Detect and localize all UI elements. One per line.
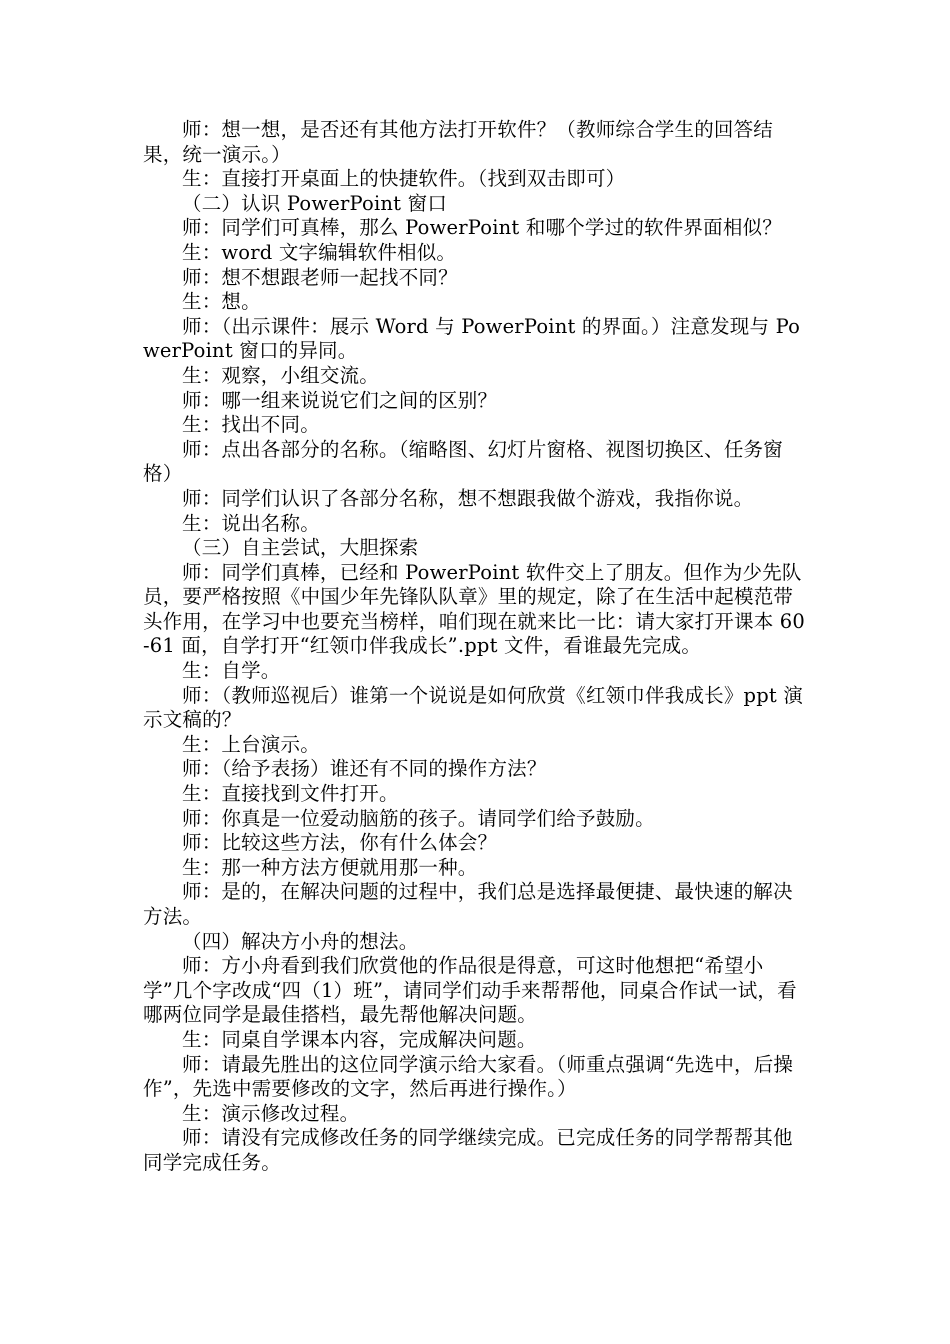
section-heading: （二）认识 PowerPoint 窗口 <box>182 191 448 215</box>
paragraph: 师：是的，在解决问题的过程中，我们总是选择最便捷、最快速的解决方法。 <box>143 880 793 928</box>
paragraph: 生：直接打开桌面上的快捷软件。（找到双击即可） <box>182 167 626 191</box>
paragraph: 生：找出不同。 <box>182 413 320 437</box>
paragraph: 师：你真是一位爱动脑筋的孩子。请同学们给予鼓励。 <box>182 806 655 830</box>
paragraph: 师：（出示课件：展示 Word 与 PowerPoint 的界面。）注意发现与 PowerPoint 窗口的异同。 <box>143 314 801 363</box>
paragraph: 生：同桌自学课本内容，完成解决问题。 <box>182 1027 537 1051</box>
paragraph: 生：想。 <box>182 290 261 314</box>
paragraph: 生：上台演示。 <box>182 732 320 756</box>
section-heading: （三）自主尝试，大胆探索 <box>182 536 419 560</box>
paragraph: 生：直接找到文件打开。 <box>182 782 399 806</box>
paragraph: 师：请没有完成修改任务的同学继续完成。已完成任务的同学帮帮其他同学完成任务。 <box>143 1126 793 1174</box>
paragraph: 生：word 文字编辑软件相似。 <box>182 240 457 264</box>
paragraph: 师：想一想，是否还有其他方法打开软件？（教师综合学生的回答结果，统一演示。） <box>143 118 774 166</box>
section-heading: （四）解决方小舟的想法。 <box>182 929 419 953</box>
paragraph: 师：方小舟看到我们欣赏他的作品很是得意，可这时他想把“希望小学”几个字改成“四（1）班”，请同学们动手来帮帮他，同桌合作试一试，看哪两位同学是最佳搭档，最先帮他解决问题。 <box>143 954 797 1027</box>
paragraph: 师：同学们真棒，已经和 PowerPoint 软件交上了朋友。但作为少先队员，要严格按照《中国少年先锋队队章》里的规定，除了在生活中起模范带头作用，在学习中也要充当榜样，咱们现在就来比一比：请大家打开课本 60-61 面，自学打开“红领巾伴我成长”.ppt 文件，看谁最先完成。 <box>143 560 806 658</box>
paragraph: 师：哪一组来说说它们之间的区别？ <box>182 388 498 412</box>
paragraph: 师：想不想跟老师一起找不同？ <box>182 265 458 289</box>
paragraph: 生：观察，小组交流。 <box>182 363 380 387</box>
paragraph: 生：那一种方法方便就用那一种。 <box>182 855 478 879</box>
paragraph: 生：说出名称。 <box>182 511 320 535</box>
paragraph: 师：同学们认识了各部分名称，想不想跟我做个游戏，我指你说。 <box>182 486 754 510</box>
paragraph: 师：比较这些方法，你有什么体会？ <box>182 831 498 855</box>
paragraph: 师：（教师巡视后）谁第一个说说是如何欣赏《红领巾伴我成长》ppt 演示文稿的？ <box>143 683 804 732</box>
paragraph: 师：（给予表扬）谁还有不同的操作方法？ <box>182 757 547 781</box>
lesson-text-body <box>143 118 811 1176</box>
paragraph: 师：点出各部分的名称。（缩略图、幻灯片窗格、视图切换区、任务窗格） <box>143 437 783 486</box>
paragraph: 生：演示修改过程。 <box>182 1101 360 1125</box>
paragraph: 师：请最先胜出的这位同学演示给大家看。（师重点强调“先选中，后操作”，先选中需要修改的文字，然后再进行操作。） <box>143 1052 794 1101</box>
paragraph: 师：同学们可真棒，那么 PowerPoint 和哪个学过的软件界面相似？ <box>182 216 782 240</box>
paragraph: 生：自学。 <box>182 659 281 683</box>
